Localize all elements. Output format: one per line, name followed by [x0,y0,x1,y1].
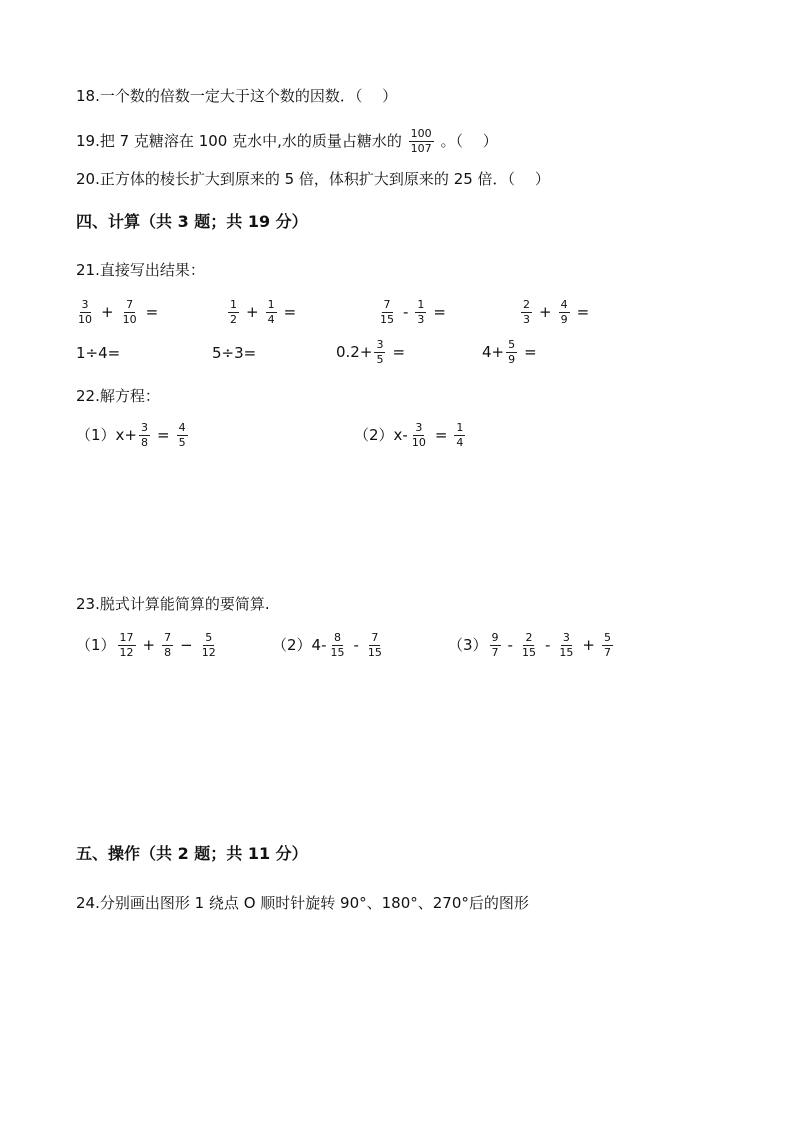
denominator: 7 [491,646,499,659]
question-22-label: 22.解方程： [76,387,160,405]
denominator: 15 [367,646,382,659]
question-23-title [76,594,270,614]
fraction [139,422,150,449]
denominator: 15 [559,646,574,659]
numerator: 17 [119,631,134,644]
fraction [454,422,465,449]
fraction [415,299,426,326]
numerator: 3 [376,338,384,351]
fraction [602,632,613,659]
denominator: 4 [267,313,275,326]
q22-equation-1 [76,422,190,449]
q21-item-6 [212,343,256,363]
equals-sign: = [145,303,159,321]
equals-sign: = [433,303,446,321]
denominator: 4 [456,436,464,449]
equals-sign: = [283,303,297,321]
question-24 [76,893,529,913]
q21-item-5 [76,343,120,363]
denominator: 15 [521,646,536,659]
q21-item-4 [519,299,594,326]
question-24-text: 24.分别画出图形 1 绕点 O 顺时针旋转 90°、180°、270°后的图形 [76,894,529,912]
numerator: 3 [562,631,570,644]
operator: - [544,636,551,654]
question-18 [76,86,397,106]
numerator: 1 [417,298,425,311]
numerator: 7 [164,631,172,644]
expression-prefix: 4+ [482,343,505,361]
question-20-text: 20.正方体的棱长扩大到原来的 5 倍，体积扩大到原来的 25 倍．（ ） [76,170,550,188]
fraction [490,632,501,659]
fraction [162,632,173,659]
section-5-heading [76,844,308,864]
fraction [177,422,188,449]
operator: - [403,303,409,321]
numerator: 7 [371,631,379,644]
equation-prefix: （1）x+ [76,426,137,444]
fraction [410,422,428,449]
denominator: 7 [603,646,611,659]
expression-prefix: （2）4- [272,636,327,654]
denominator: 10 [122,313,137,326]
expression-prefix: （3） [448,636,488,654]
fraction [521,299,532,326]
fraction [366,632,384,659]
denominator: 9 [560,313,568,326]
equals-sign: = [434,426,448,444]
numerator: 2 [525,631,533,644]
numerator: 2 [523,298,530,311]
expression: 5÷3= [212,344,257,362]
numerator: 5 [603,631,611,644]
denominator: 107 [410,142,432,155]
q21-item-7 [336,339,410,366]
equals-sign: = [392,343,406,361]
denominator: 5 [376,353,384,366]
denominator: 12 [201,646,216,659]
numerator: 100 [410,127,432,140]
question-20 [76,169,550,189]
denominator: 10 [411,436,426,449]
fraction [200,632,218,659]
numerator: 1 [456,421,464,434]
question-21-label: 21.直接写出结果： [76,261,205,279]
fraction [506,339,517,366]
question-18-text: 18.一个数的倍数一定大于这个数的因数．（ ） [76,87,398,105]
fraction [266,299,277,326]
operator: + [539,303,552,321]
operator: + [582,636,595,654]
q22-equation-2 [354,422,467,449]
operator: + [142,636,156,654]
numerator: 1 [230,298,237,311]
question-19-suffix: 。（ ） [440,132,498,150]
operator: - [353,636,359,654]
denominator: 8 [141,436,148,449]
operator: − [180,636,193,654]
denominator: 12 [119,646,134,659]
equals-sign: = [157,426,170,444]
expression: 1÷4= [76,344,121,362]
numerator: 5 [508,338,516,351]
operator: + [101,303,114,321]
denominator: 15 [380,313,394,326]
equals-sign: = [524,343,537,361]
numerator: 3 [141,421,148,434]
numerator: 8 [334,631,341,644]
equals-sign: = [576,303,590,321]
fraction [409,128,434,155]
numerator: 4 [560,298,568,311]
fraction [228,299,239,326]
expression-prefix: （1） [76,636,116,654]
numerator: 7 [383,298,391,311]
denominator: 3 [523,313,530,326]
fraction [559,299,570,326]
denominator: 8 [164,646,172,659]
q21-item-8 [482,339,542,366]
numerator: 3 [415,421,423,434]
section-4-title: 四、计算（共 3 题；共 19 分） [76,212,308,231]
q23-expression-3 [448,632,615,659]
denominator: 3 [417,313,425,326]
operator: + [246,303,259,321]
numerator: 1 [267,298,275,311]
numerator: 4 [178,421,186,434]
denominator: 15 [330,646,345,659]
section-4-heading [76,212,308,232]
q21-item-2 [226,299,301,326]
operator: - [507,636,513,654]
denominator: 2 [230,313,237,326]
denominator: 10 [78,313,92,326]
fraction [121,299,139,326]
question-22-title [76,386,160,406]
fraction [374,339,385,366]
q21-item-3 [376,299,451,326]
numerator: 9 [491,631,499,644]
denominator: 9 [508,353,516,366]
fraction [76,299,94,326]
fraction [557,632,575,659]
fraction [329,632,347,659]
numerator: 5 [205,631,213,644]
q21-item-1 [74,299,163,326]
question-19 [76,128,498,155]
numerator: 3 [81,298,89,311]
equation-prefix: （2）x- [354,426,408,444]
fraction [520,632,538,659]
section-5-title: 五、操作（共 2 题；共 11 分） [76,844,308,863]
denominator: 5 [178,436,186,449]
fraction [118,632,136,659]
question-21-title [76,260,205,280]
question-19-prefix: 19.把 7 克糖溶在 100 克水中,水的质量占糖水的 [76,132,402,150]
numerator: 7 [126,298,134,311]
expression-prefix: 0.2+ [336,343,373,361]
q23-expression-1 [76,632,220,659]
question-23-label: 23.脱式计算能简算的要简算. [76,595,270,613]
q23-expression-2 [272,632,386,659]
fraction [378,299,396,326]
